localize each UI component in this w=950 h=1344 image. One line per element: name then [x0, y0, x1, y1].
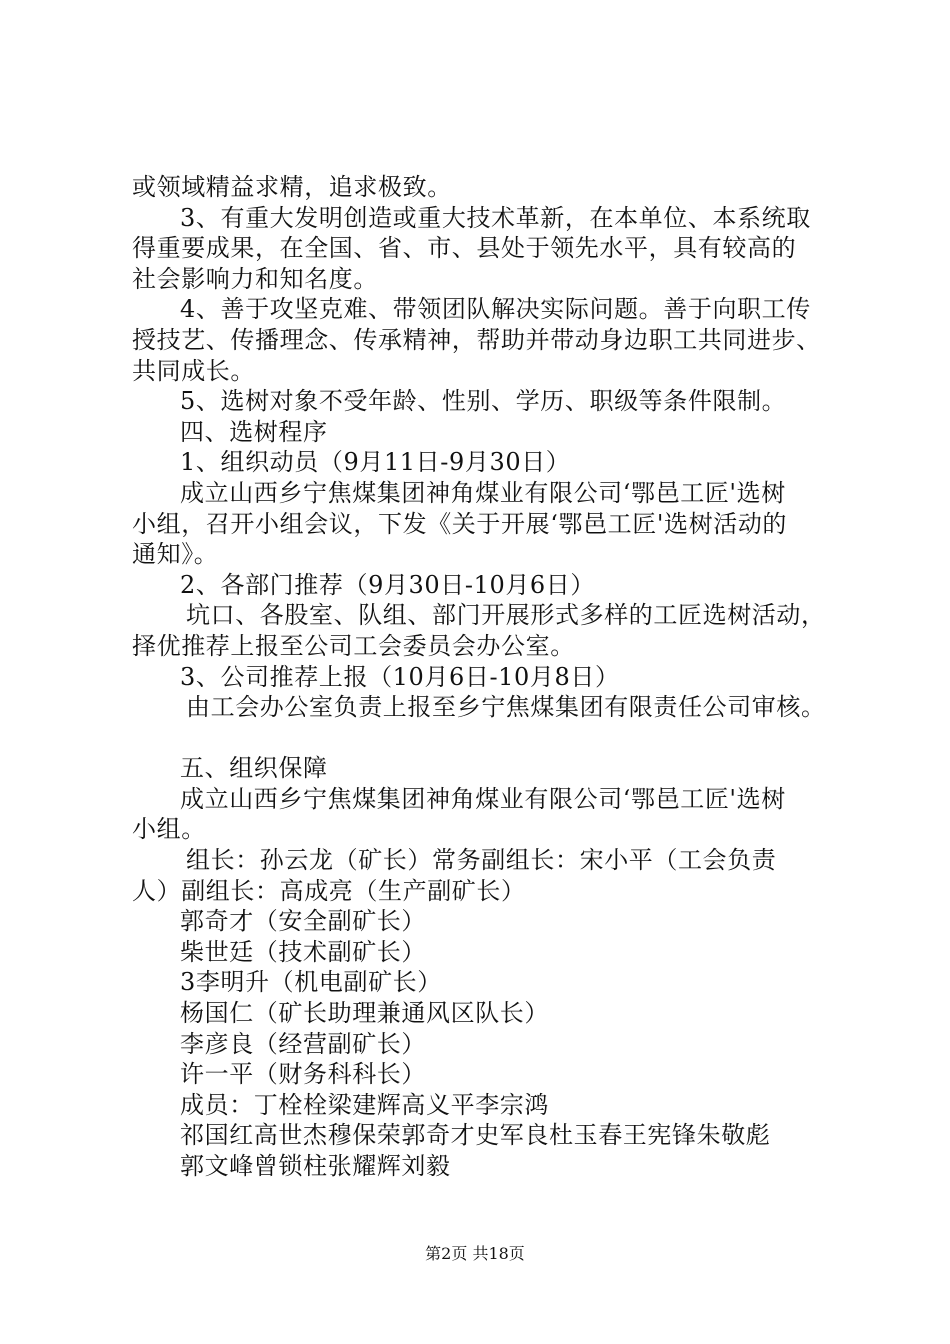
body-line: 祁国红高世杰穆保荣郭奇才史军良杜玉春王宪锋朱敬彪 — [180, 1121, 771, 1150]
section-heading: 五、组织保障 — [180, 754, 328, 783]
body-line: 成员：丁栓栓梁建辉高义平李宗鸿 — [180, 1090, 549, 1119]
body-line: 成立山西乡宁焦煤集团神角煤业有限公司‘鄂邑工匠'选树 — [180, 784, 786, 813]
body-line: 由工会办公室负责上报至乡宁焦煤集团有限责任公司审核。 — [186, 693, 826, 722]
body-line: 3李明升（机电副矿长） — [180, 968, 442, 997]
blank-line — [132, 723, 834, 754]
body-line: 4、善于攻坚克难、带领团队解决实际问题。善于向职工传 — [180, 295, 811, 324]
section-heading: 四、选树程序 — [180, 417, 328, 446]
body-line: 组长：孙云龙（矿长）常务副组长：宋小平（工会负责 — [186, 846, 777, 875]
body-line: 柴世廷（技术副矿长） — [180, 937, 426, 966]
body-line: 得重要成果，在全国、省、市、县处于领先水平，具有较高的 — [132, 234, 797, 263]
body-line: 或领域精益求精，追求极致。 — [132, 173, 452, 201]
body-line: 社会影响力和知名度。 — [132, 264, 378, 293]
body-line: 人）副组长：高成亮（生产副矿长） — [132, 876, 526, 905]
body-line: 郭奇才（安全副矿长） — [180, 907, 426, 936]
body-line: 5、选树对象不受年龄、性别、学历、职级等条件限制。 — [180, 387, 787, 416]
body-line: 李彦良（经营副矿长） — [180, 1029, 426, 1058]
body-line: 择优推荐上报至公司工会委员会办公室。 — [132, 631, 575, 660]
body-line: 2、各部门推荐（9月30日-10月6日） — [180, 570, 595, 599]
body-line: 1、组织动员（9月11日-9月30日） — [180, 448, 571, 477]
body-line: 许一平（财务科科长） — [180, 1060, 426, 1089]
body-line: 成立山西乡宁焦煤集团神角煤业有限公司‘鄂邑工匠'选树 — [180, 478, 786, 507]
body-line: 坑口、各股室、队组、部门开展形式多样的工匠选树活动， — [186, 601, 826, 630]
body-line: 通知》。 — [132, 540, 219, 569]
body-line: 郭文峰曾锁柱张耀辉刘毅 — [180, 1152, 451, 1180]
body-line: 3、有重大发明创造或重大技术革新，在本单位、本系统取 — [180, 203, 811, 232]
page-number: 第2页 共18页 — [425, 1244, 525, 1263]
body-line: 3、公司推荐上报（10月6日-10月8日） — [180, 662, 620, 691]
body-line: 小组，召开小组会议，下发《关于开展‘鄂邑工匠'选树活动的 — [132, 509, 788, 538]
body-line: 共同成长。 — [132, 356, 255, 385]
page-footer — [0, 1244, 950, 1264]
body-line: 杨国仁（矿长助理兼通风区队长） — [180, 999, 549, 1028]
body-line: 小组。 — [132, 815, 206, 844]
document-body — [132, 172, 834, 1182]
body-line: 授技艺、传播理念、传承精神，帮助并带动身边职工共同进步、 — [132, 325, 821, 354]
